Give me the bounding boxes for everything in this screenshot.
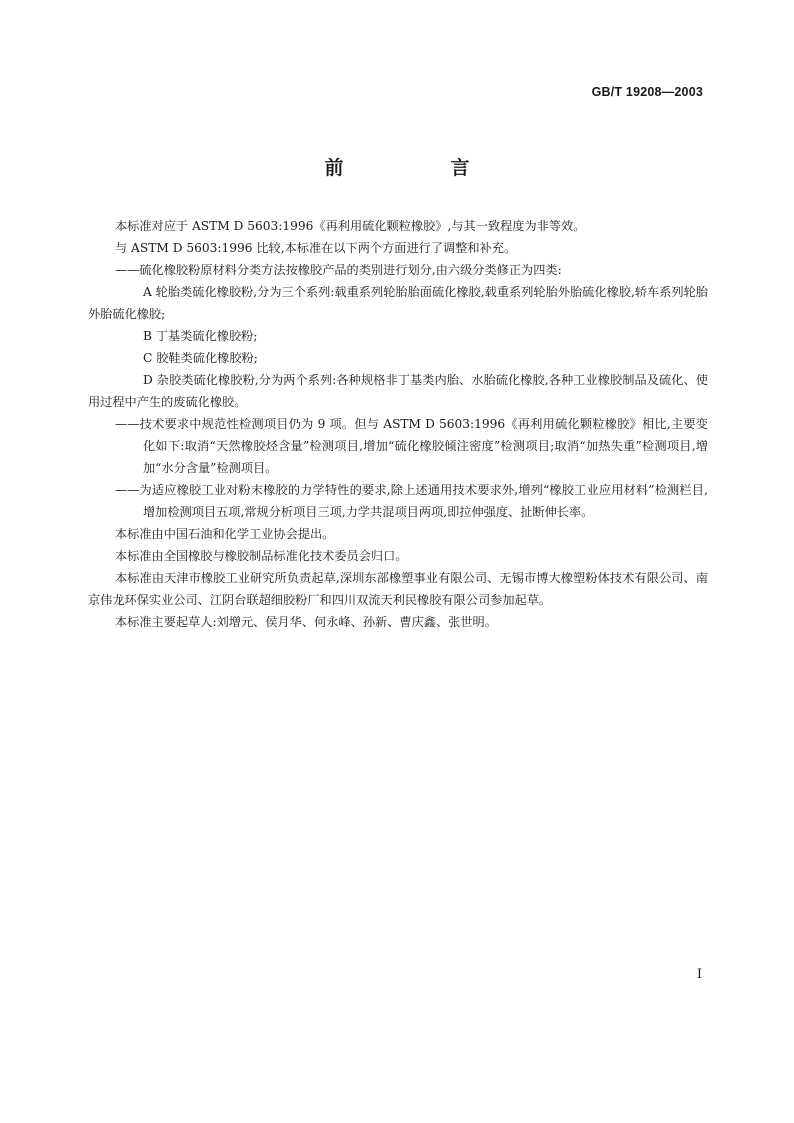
- page-number: I: [696, 967, 702, 982]
- class-item-c: C 胶鞋类硫化橡胶粉;: [143, 351, 258, 365]
- foreword-body: [88, 215, 708, 633]
- dash-item-technical-requirements: ——技术要求中规范性检测项目仍为 9 项。但与 ASTM D 5603:1996《再利用硫化颗粒橡胶》相比,主要变化如下:取消“天然橡胶烃含量”检测项目,增加“硫化橡胶倾注密度”检测项目;取消“加热失重”检测项目,增加“水分含量”检测项目。: [115, 417, 708, 475]
- paragraph-comparison: 与 ASTM D 5603:1996 比较,本标准在以下两个方面进行了调整和补充。: [115, 241, 517, 255]
- dash-item-mechanical-properties: ——为适应橡胶工业对粉末橡胶的力学特性的要求,除上述通用技术要求外,增列“橡胶工业应用材料”检测栏目,增加检测项目五项,常规分析项目三项,力学共混项目两项,即拉伸强度、扯断伸长率。: [115, 483, 708, 519]
- paragraph-correspondence: 本标准对应于 ASTM D 5603:1996《再利用硫化颗粒橡胶》,与其一致程度为非等效。: [115, 219, 586, 233]
- dash-item-classification: ——硫化橡胶粉原材料分类方法按橡胶产品的类别进行划分,由六级分类修正为四类:: [115, 263, 562, 277]
- paragraph-proposed-by: 本标准由中国石油和化学工业协会提出。: [115, 527, 335, 541]
- paragraph-centralized-by: 本标准由全国橡胶与橡胶制品标准化技术委员会归口。: [115, 549, 408, 563]
- class-item-a: A 轮胎类硫化橡胶粉,分为三个系列:载重系列轮胎胎面硫化橡胶,载重系列轮胎外胎硫化橡胶,轿车系列轮胎外胎硫化橡胶;: [88, 285, 708, 321]
- paragraph-drafted-by: 本标准由天津市橡胶工业研究所负责起草,深圳东部橡塑事业有限公司、无锡市博大橡塑粉体技术有限公司、南京伟龙环保实业公司、江阴台联超细胶粉厂和四川双流天利民橡胶有限公司参加起草。: [88, 571, 708, 607]
- class-item-b: B 丁基类硫化橡胶粉;: [143, 329, 258, 343]
- standard-code: GB/T 19208—2003: [591, 85, 703, 99]
- class-item-d: D 杂胶类硫化橡胶粉,分为两个系列:各种规格非丁基类内胎、水胎硫化橡胶,各种工业橡胶制品及硫化、使用过程中产生的废硫化橡胶。: [88, 373, 708, 409]
- paragraph-main-drafters: 本标准主要起草人:刘增元、侯月华、何永峰、孙新、曹庆鑫、张世明。: [115, 615, 497, 629]
- page-title: 前 言: [324, 157, 514, 179]
